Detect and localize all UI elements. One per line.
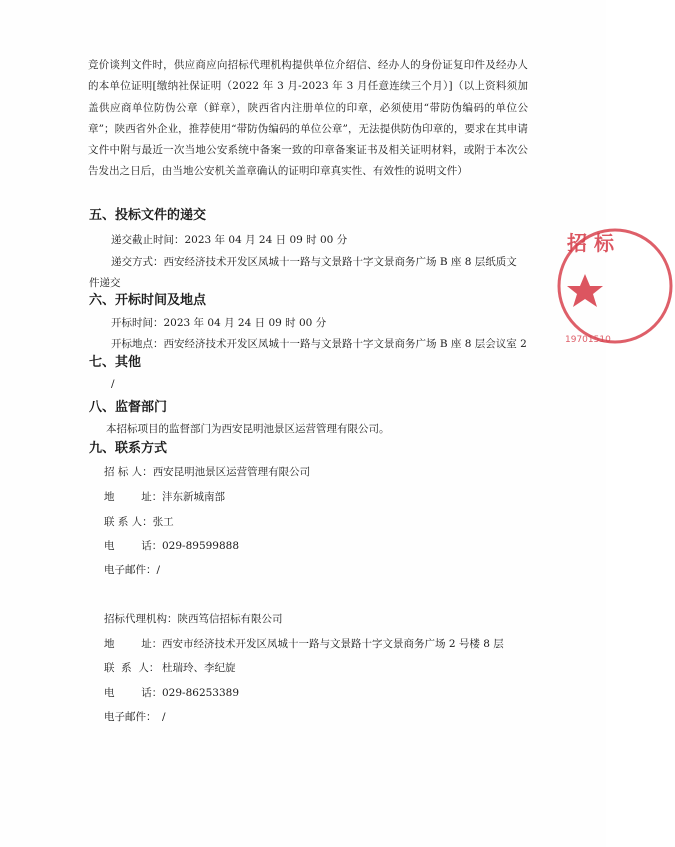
section-6-heading: 六、开标时间及地点 (89, 293, 207, 308)
tenderer-contact-label: 联 系 人： (104, 516, 153, 528)
other-content: / (111, 378, 115, 390)
submission-method-line1: 递交方式：西安经济技术开发区凤城十一路与文景路十字文景商务广场 B 座 8 层纸质文 (111, 256, 517, 268)
tenderer-name-label: 招 标 人： (104, 466, 153, 478)
tenderer-address-row (104, 490, 225, 504)
agency-email-row (104, 710, 166, 724)
agency-name: 陕西笃信招标有限公司 (177, 613, 283, 625)
opening-time: 开标时间：2023 年 04 月 24 日 09 时 00 分 (111, 317, 327, 329)
seal-star-icon (567, 274, 603, 307)
section-5-heading: 五、投标文件的递交 (89, 208, 207, 223)
tenderer-address: 沣东新城南部 (162, 491, 225, 503)
tenderer-name-row (104, 465, 310, 479)
tenderer-name: 西安昆明池景区运营管理有限公司 (152, 466, 311, 478)
agency-address-label: 地 址： (104, 638, 163, 650)
agency-name-row (104, 612, 283, 626)
tenderer-contact-row (104, 515, 174, 529)
seal-ring (559, 230, 671, 342)
agency-email-label: 电子邮件： (104, 711, 157, 723)
submission-deadline: 递交截止时间：2023 年 04 月 24 日 09 时 00 分 (111, 234, 348, 246)
seal-bottom-text: 19701510 (565, 335, 611, 345)
tenderer-email-label: 电子邮件： (104, 564, 157, 576)
agency-phone-row (104, 686, 239, 700)
opening-place: 开标地点：西安经济技术开发区凤城十一路与文景路十字文景商务广场 B 座 8 层会议室 2 (111, 338, 527, 350)
tenderer-contact: 张工 (152, 516, 174, 528)
agency-contact: 杜瑞玲、李纪旋 (162, 662, 236, 674)
tenderer-phone-label: 电 话： (104, 540, 163, 552)
tenderer-address-label: 地 址： (104, 491, 163, 503)
agency-name-label: 招标代理机构： (104, 613, 178, 625)
agency-contact-row (104, 661, 236, 675)
agency-phone-label: 电 话： (104, 687, 163, 699)
agency-phone: 029-86253389 (162, 687, 240, 699)
section-8-heading: 八、监督部门 (89, 400, 168, 415)
tenderer-phone-row (104, 539, 239, 553)
agency-email: / (162, 711, 166, 723)
agency-address: 西安市经济技术开发区凤城十一路与文景路十字文景商务广场 2 号楼 8 层 (162, 638, 504, 650)
section-7-heading: 七、其他 (89, 355, 142, 370)
intro-paragraph: 竞价谈判文件时，供应商应向招标代理机构提供单位介绍信、经办人的身份证复印件及经办人的本单位证明[缴纳社保证明（2022 年 3 月-2023 年 3 月任意连续三个月）]（以上资料须加盖供应商单位防伪公章（鲜章），陕西省内注册单位的印章，必须使用“带防伪编码的单位公章”；陕西省外企业，推荐使用“带防伪编码的单位公章”，无法提供防伪印章的，要求在其申请文件中附与最近一次当地公安系统中备案一致的印章备案证书及相关证明材料，或附于本次公告发出之日后，由当地公安机关盖章确认的证明印章真实性、有效性的说明文件） (88, 59, 528, 178)
company-seal-stamp (555, 218, 675, 368)
seal-top-text: 招 标 (567, 231, 614, 255)
section-9-heading: 九、联系方式 (89, 441, 168, 456)
agency-address-row (104, 637, 504, 651)
agency-contact-label: 联 系 人： (104, 662, 160, 674)
tenderer-email: / (156, 564, 161, 576)
tenderer-email-row (104, 563, 160, 577)
supervision-content: 本招标项目的监督部门为西安昆明池景区运营管理有限公司。 (106, 423, 390, 435)
submission-method-line2: 件递交 (89, 277, 121, 289)
tenderer-phone: 029-89599888 (162, 540, 240, 552)
